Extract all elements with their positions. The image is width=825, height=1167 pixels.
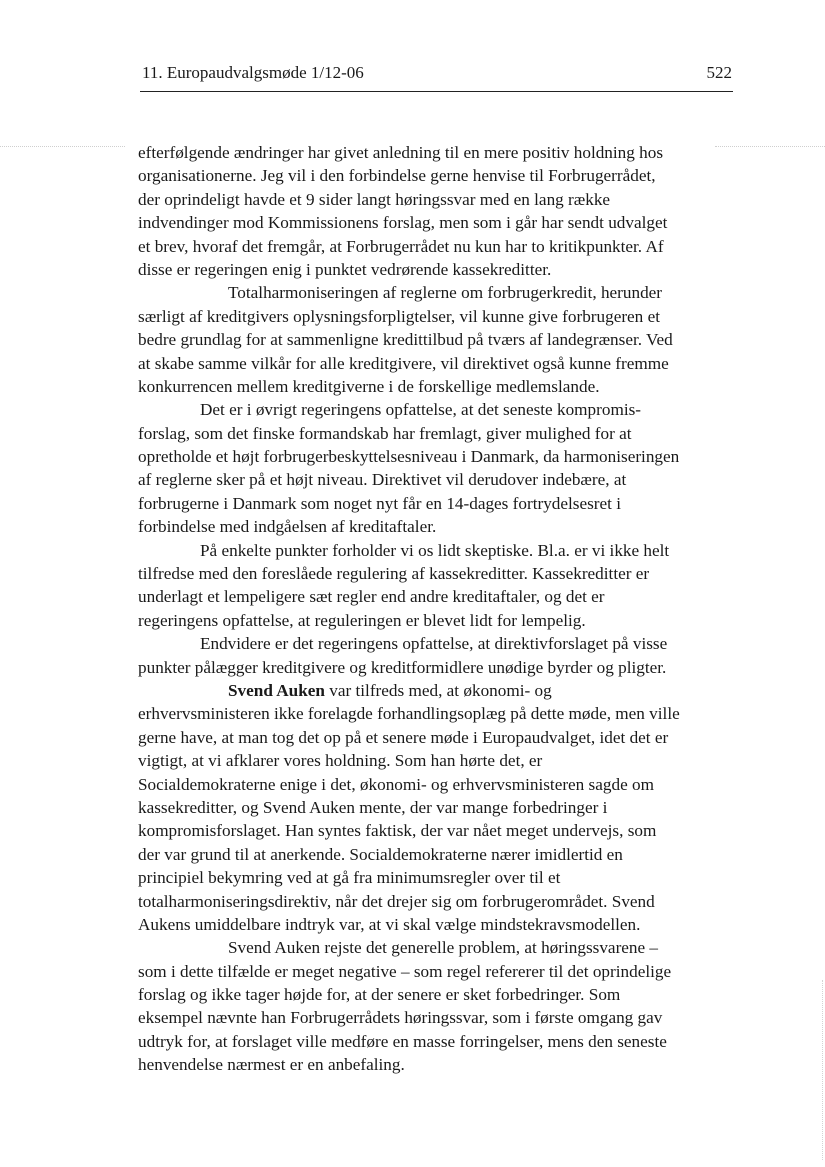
text-line: regeringens opfattelse, at reguleringen er blevet lidt for lempelig.	[138, 610, 586, 630]
text-line: særligt af kreditgivers oplysningsforpligtelser, vil kunne give forbrugeren et	[138, 306, 660, 326]
text-line: efterfølgende ændringer har givet anledning til en mere positiv holdning hos	[138, 143, 664, 162]
document-body	[138, 141, 738, 1077]
text-line: Svend Auken rejste det generelle problem, at høringssvarene –	[228, 938, 659, 958]
text-line: forslag og ikke tager højde for, at der senere er sket forbedringer. Som	[138, 985, 621, 1005]
page-header	[142, 62, 732, 86]
text-line: et brev, hvoraf det fremgår, at Forbrugerrådet nu kun har to kritikpunkter. Af	[138, 236, 664, 256]
text-line: konkurrencen mellem kreditgiverne i de forskellige medlemslande.	[138, 376, 600, 396]
header-rule	[140, 91, 733, 92]
text-line: Aukens umiddelbare indtryk var, at vi skal vælge mindstekravsmodellen.	[138, 914, 641, 934]
text-line: Det er i øvrigt regeringens opfattelse, at det seneste kompromis-	[200, 400, 642, 420]
text-line: henvendelse nærmest er en anbefaling.	[138, 1055, 405, 1075]
text-line: vigtigt, at vi afklarer vores holdning. Som han hørte det, er	[138, 751, 543, 771]
text-line: kompromisforslaget. Han syntes faktisk, der var nået meget undervejs, som	[138, 821, 657, 841]
text-line: organisationerne. Jeg vil i den forbindelse gerne henvise til Forbrugerrådet,	[138, 166, 656, 186]
text-line: som i dette tilfælde er meget negative – som regel refererer til det oprindelige	[138, 961, 672, 981]
text-line: indvendinger mod Kommissionens forslag, men som i går har sendt udvalget	[138, 213, 668, 233]
text-line: På enkelte punkter forholder vi os lidt skeptiske. Bl.a. er vi ikke helt	[200, 540, 670, 560]
scan-artifact-left	[0, 146, 125, 147]
text-line: forbindelse med indgåelsen af kreditaftaler.	[138, 517, 437, 537]
text-line: Endvidere er det regeringens opfattelse, at direktivforslaget på visse	[200, 634, 668, 654]
text-line: Totalharmoniseringen af reglerne om forbrugerkredit, herunder	[228, 283, 663, 303]
text-line: gerne have, at man tog det op på et senere møde i Europaudvalget, idet det er	[138, 727, 669, 747]
text-line: tilfredse med den foreslåede regulering af kassekreditter. Kassekreditter er	[138, 564, 650, 584]
text-line: Socialdemokraterne enige i det, økonomi- og erhvervsministeren sagde om	[138, 774, 654, 794]
text-line: af reglerne sker på et højt niveau. Direktivet vil derudover indebære, at	[138, 470, 627, 490]
speaker-name: Svend Auken	[228, 680, 325, 700]
page-number: 522	[706, 63, 732, 82]
scan-artifact-edge	[822, 980, 823, 1160]
text-line: der oprindeligt havde et 9 sider langt høringssvar med en lang række	[138, 189, 611, 209]
text-line: erhvervsministeren ikke forelagde forhandlingsoplæg på dette møde, men ville	[138, 704, 680, 724]
text-line: at skabe samme vilkår for alle kreditgivere, vil direktivet også kunne fremme	[138, 353, 669, 373]
text-line: bedre grundlag for at sammenligne kredittilbud på tværs af landegrænser. Ved	[138, 330, 673, 350]
speaker-line-text: var tilfreds med, at økonomi- og	[324, 680, 552, 700]
text-line: principiel bekymring ved at gå fra minimumsregler over til et	[138, 868, 561, 888]
text-line-speaker	[138, 679, 738, 702]
text-line: der var grund til at anerkende. Socialdemokraterne nærer imidlertid en	[138, 844, 623, 864]
text-line: forbrugerne i Danmark som noget nyt får en 14-dages fortrydelsesret i	[138, 493, 621, 513]
text-line: totalharmoniseringsdirektiv, når det drejer sig om forbrugerområdet. Svend	[138, 891, 655, 911]
text-line: underlagt et lempeligere sæt regler end andre kreditaftaler, og det er	[138, 587, 605, 607]
text-line: kassekreditter, og Svend Auken mente, der var mange forbedringer i	[138, 797, 608, 817]
header-title: 11. Europaudvalgsmøde 1/12-06	[142, 63, 364, 82]
text-line: disse er regeringen enig i punktet vedrørende kassekreditter.	[138, 259, 552, 279]
text-line: forslag, som det finske formandskab har fremlagt, giver mulighed for at	[138, 423, 632, 443]
text-line: eksempel nævnte han Forbrugerrådets høringssvar, som i første omgang gav	[138, 1008, 663, 1028]
text-line: opretholde et højt forbrugerbeskyttelsesniveau i Danmark, da harmoniseringen	[138, 447, 680, 467]
text-line: udtryk for, at forslaget ville medføre en masse forringelser, mens den seneste	[138, 1031, 667, 1051]
text-line: punkter pålægger kreditgivere og kreditformidlere unødige byrder og pligter.	[138, 657, 667, 677]
